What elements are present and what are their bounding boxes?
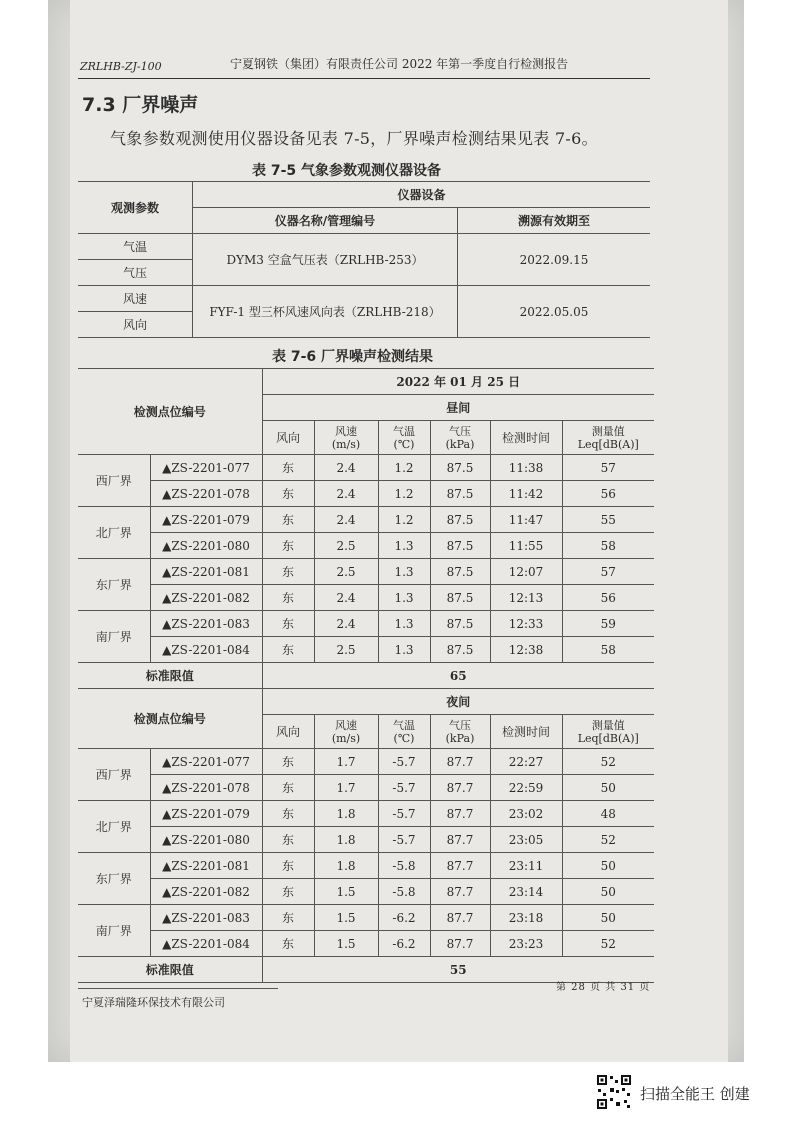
point-id: ▲ZS-2201-079 (150, 507, 262, 533)
col-leq-label: 测量值 (591, 424, 625, 438)
col-temperature-label: 气温 (393, 718, 415, 732)
leq-cell: 59 (562, 611, 654, 637)
table-row (78, 801, 654, 827)
boundary-name: 北厂界 (78, 801, 150, 853)
pressure-cell: 87.5 (430, 481, 490, 507)
header-divider (78, 78, 650, 79)
table-row (78, 689, 654, 715)
temperature-cell: -6.2 (378, 931, 430, 957)
document-code: ZRLHB-ZJ-100 (80, 60, 162, 73)
col-leq-unit: Leq[dB(A)] (577, 731, 639, 745)
point-header: 检测点位编号 (78, 369, 262, 455)
boundary-name: 东厂界 (78, 853, 150, 905)
col-pressure (430, 715, 490, 749)
temperature-cell: 1.2 (378, 507, 430, 533)
point-id: ▲ZS-2201-080 (150, 533, 262, 559)
wind-speed-cell: 2.4 (314, 611, 378, 637)
wind-speed-cell: 1.8 (314, 853, 378, 879)
time-cell: 23:18 (490, 905, 562, 931)
instrument-table (78, 181, 650, 338)
pressure-cell: 87.7 (430, 801, 490, 827)
leq-cell: 50 (562, 879, 654, 905)
pressure-cell: 87.7 (430, 879, 490, 905)
table-row (78, 455, 654, 481)
date-header: 2022 年 01 月 25 日 (262, 369, 654, 395)
boundary-name: 南厂界 (78, 611, 150, 663)
wind-speed-cell: 2.4 (314, 585, 378, 611)
wind-speed-cell: 2.4 (314, 455, 378, 481)
pressure-cell: 87.5 (430, 611, 490, 637)
boundary-name: 北厂界 (78, 507, 150, 559)
temperature-cell: 1.3 (378, 559, 430, 585)
table-row (78, 611, 654, 637)
point-id: ▲ZS-2201-080 (150, 827, 262, 853)
temperature-cell: 1.3 (378, 611, 430, 637)
col-temperature-label: 气温 (393, 424, 415, 438)
limit-value: 55 (262, 957, 654, 983)
temperature-cell: 1.3 (378, 585, 430, 611)
leq-cell: 52 (562, 749, 654, 775)
wind-dir-cell: 东 (262, 931, 314, 957)
leq-cell: 58 (562, 533, 654, 559)
time-cell: 11:55 (490, 533, 562, 559)
table-row (78, 879, 654, 905)
wind-speed-cell: 2.5 (314, 637, 378, 663)
col-temperature (378, 421, 430, 455)
wind-speed-cell: 1.7 (314, 775, 378, 801)
noise-results-table (78, 368, 654, 983)
pressure-cell: 87.7 (430, 827, 490, 853)
limit-value: 65 (262, 663, 654, 689)
wind-speed-cell: 1.5 (314, 879, 378, 905)
leq-cell: 48 (562, 801, 654, 827)
wind-speed-cell: 1.8 (314, 827, 378, 853)
temperature-cell: 1.3 (378, 637, 430, 663)
boundary-name: 西厂界 (78, 749, 150, 801)
time-cell: 12:33 (490, 611, 562, 637)
time-cell: 12:13 (490, 585, 562, 611)
point-id: ▲ZS-2201-084 (150, 637, 262, 663)
col-temperature-unit: (℃) (393, 437, 415, 451)
valid-date-cell: 2022.05.05 (458, 286, 651, 338)
leq-cell: 58 (562, 637, 654, 663)
point-id: ▲ZS-2201-077 (150, 455, 262, 481)
col-temperature (378, 715, 430, 749)
leq-cell: 56 (562, 481, 654, 507)
temperature-cell: -6.2 (378, 905, 430, 931)
table-row (78, 749, 654, 775)
table-7-6-caption: 表 7-6 厂界噪声检测结果 (272, 349, 434, 365)
col-pressure-label: 气压 (449, 718, 471, 732)
col-device-group-header: 仪器设备 (193, 182, 651, 208)
pressure-cell: 87.5 (430, 637, 490, 663)
time-cell: 11:38 (490, 455, 562, 481)
wind-dir-cell: 东 (262, 827, 314, 853)
point-id: ▲ZS-2201-078 (150, 775, 262, 801)
wind-dir-cell: 东 (262, 775, 314, 801)
time-cell: 23:11 (490, 853, 562, 879)
col-leq (562, 715, 654, 749)
table-row (78, 559, 654, 585)
temperature-cell: 1.2 (378, 455, 430, 481)
temperature-cell: -5.7 (378, 801, 430, 827)
param-cell: 气温 (78, 234, 193, 260)
time-cell: 23:05 (490, 827, 562, 853)
wind-dir-cell: 东 (262, 455, 314, 481)
table-row (78, 853, 654, 879)
col-pressure-label: 气压 (449, 424, 471, 438)
wind-dir-cell: 东 (262, 585, 314, 611)
col-wind-speed-unit: (m/s) (331, 437, 361, 451)
table-row (78, 533, 654, 559)
device-cell: FYF-1 型三杯风速风向表（ZRLHB-218） (193, 286, 458, 338)
pressure-cell: 87.5 (430, 533, 490, 559)
param-cell: 风向 (78, 312, 193, 338)
col-wind-dir: 风向 (262, 421, 314, 455)
pressure-cell: 87.7 (430, 931, 490, 957)
footer-page-info: 第 28 页 共 31 页 (556, 982, 651, 993)
wind-dir-cell: 东 (262, 905, 314, 931)
pressure-cell: 87.5 (430, 585, 490, 611)
limit-label: 标准限值 (78, 663, 262, 689)
wind-dir-cell: 东 (262, 749, 314, 775)
point-header: 检测点位编号 (78, 689, 262, 749)
table-row (78, 369, 654, 395)
wind-speed-cell: 1.5 (314, 905, 378, 931)
pressure-cell: 87.5 (430, 559, 490, 585)
col-wind-speed-unit: (m/s) (331, 731, 361, 745)
time-cell: 23:02 (490, 801, 562, 827)
leq-cell: 50 (562, 905, 654, 931)
col-leq-unit: Leq[dB(A)] (577, 437, 639, 451)
temperature-cell: -5.8 (378, 853, 430, 879)
leq-cell: 57 (562, 559, 654, 585)
leq-cell: 57 (562, 455, 654, 481)
col-leq (562, 421, 654, 455)
boundary-name: 东厂界 (78, 559, 150, 611)
col-pressure (430, 421, 490, 455)
pressure-cell: 87.7 (430, 749, 490, 775)
table-row (78, 637, 654, 663)
point-id: ▲ZS-2201-083 (150, 905, 262, 931)
point-id: ▲ZS-2201-078 (150, 481, 262, 507)
col-param-header: 观测参数 (78, 182, 193, 234)
point-id: ▲ZS-2201-083 (150, 611, 262, 637)
table-7-5-caption: 表 7-5 气象参数观测仪器设备 (252, 163, 442, 179)
valid-date-cell: 2022.09.15 (458, 234, 651, 286)
temperature-cell: 1.2 (378, 481, 430, 507)
time-cell: 23:23 (490, 931, 562, 957)
col-pressure-unit: (kPa) (445, 437, 475, 451)
temperature-cell: -5.8 (378, 879, 430, 905)
col-device-name-header: 仪器名称/管理编号 (193, 208, 458, 234)
param-cell: 气压 (78, 260, 193, 286)
table-row (78, 827, 654, 853)
wind-dir-cell: 东 (262, 879, 314, 905)
time-cell: 12:38 (490, 637, 562, 663)
period-label: 昼间 (262, 395, 654, 421)
wind-dir-cell: 东 (262, 801, 314, 827)
footer-company: 宁夏泽瑞隆环保技术有限公司 (82, 996, 225, 1009)
table-row (78, 481, 654, 507)
wind-speed-cell: 1.5 (314, 931, 378, 957)
point-id: ▲ZS-2201-084 (150, 931, 262, 957)
table-row (78, 931, 654, 957)
limit-label: 标准限值 (78, 957, 262, 983)
point-id: ▲ZS-2201-079 (150, 801, 262, 827)
param-cell: 风速 (78, 286, 193, 312)
time-cell: 23:14 (490, 879, 562, 905)
leq-cell: 50 (562, 853, 654, 879)
time-cell: 11:47 (490, 507, 562, 533)
wind-dir-cell: 东 (262, 611, 314, 637)
wind-dir-cell: 东 (262, 481, 314, 507)
wind-dir-cell: 东 (262, 637, 314, 663)
boundary-name: 南厂界 (78, 905, 150, 957)
qr-code-icon (596, 1074, 632, 1110)
col-wind-speed-label: 风速 (335, 424, 357, 438)
col-wind-speed-label: 风速 (335, 718, 357, 732)
col-time: 检测时间 (490, 715, 562, 749)
temperature-cell: 1.3 (378, 533, 430, 559)
table-row (78, 663, 654, 689)
col-wind-speed (314, 715, 378, 749)
section-title: 7.3 厂界噪声 (82, 94, 199, 116)
col-wind-dir: 风向 (262, 715, 314, 749)
time-cell: 11:42 (490, 481, 562, 507)
point-id: ▲ZS-2201-081 (150, 559, 262, 585)
wind-speed-cell: 2.4 (314, 481, 378, 507)
table-row (78, 775, 654, 801)
col-time: 检测时间 (490, 421, 562, 455)
wind-speed-cell: 2.4 (314, 507, 378, 533)
scanner-watermark: 扫描全能王 创建 (640, 1085, 750, 1103)
col-wind-speed (314, 421, 378, 455)
table-row (78, 507, 654, 533)
col-temperature-unit: (℃) (393, 731, 415, 745)
period-label: 夜间 (262, 689, 654, 715)
temperature-cell: -5.7 (378, 827, 430, 853)
leq-cell: 52 (562, 827, 654, 853)
pressure-cell: 87.5 (430, 455, 490, 481)
leq-cell: 50 (562, 775, 654, 801)
time-cell: 12:07 (490, 559, 562, 585)
wind-dir-cell: 东 (262, 507, 314, 533)
document-header-title: 宁夏钢铁（集团）有限责任公司 2022 年第一季度自行检测报告 (230, 57, 569, 71)
point-id: ▲ZS-2201-082 (150, 879, 262, 905)
pressure-cell: 87.7 (430, 775, 490, 801)
temperature-cell: -5.7 (378, 749, 430, 775)
footer-divider (78, 988, 278, 989)
col-leq-label: 测量值 (591, 718, 625, 732)
wind-dir-cell: 东 (262, 533, 314, 559)
pressure-cell: 87.7 (430, 905, 490, 931)
table-row (78, 905, 654, 931)
table-row (78, 585, 654, 611)
col-pressure-unit: (kPa) (445, 731, 475, 745)
col-valid-header: 溯源有效期至 (458, 208, 651, 234)
time-cell: 22:27 (490, 749, 562, 775)
wind-speed-cell: 2.5 (314, 559, 378, 585)
point-id: ▲ZS-2201-081 (150, 853, 262, 879)
leq-cell: 55 (562, 507, 654, 533)
section-paragraph: 气象参数观测使用仪器设备见表 7-5，厂界噪声检测结果见表 7-6。 (110, 129, 598, 148)
device-cell: DYM3 空盒气压表（ZRLHB-253） (193, 234, 458, 286)
wind-speed-cell: 1.8 (314, 801, 378, 827)
leq-cell: 52 (562, 931, 654, 957)
time-cell: 22:59 (490, 775, 562, 801)
pressure-cell: 87.5 (430, 507, 490, 533)
point-id: ▲ZS-2201-082 (150, 585, 262, 611)
wind-speed-cell: 1.7 (314, 749, 378, 775)
wind-dir-cell: 东 (262, 559, 314, 585)
point-id: ▲ZS-2201-077 (150, 749, 262, 775)
leq-cell: 56 (562, 585, 654, 611)
wind-dir-cell: 东 (262, 853, 314, 879)
wind-speed-cell: 2.5 (314, 533, 378, 559)
pressure-cell: 87.7 (430, 853, 490, 879)
boundary-name: 西厂界 (78, 455, 150, 507)
temperature-cell: -5.7 (378, 775, 430, 801)
